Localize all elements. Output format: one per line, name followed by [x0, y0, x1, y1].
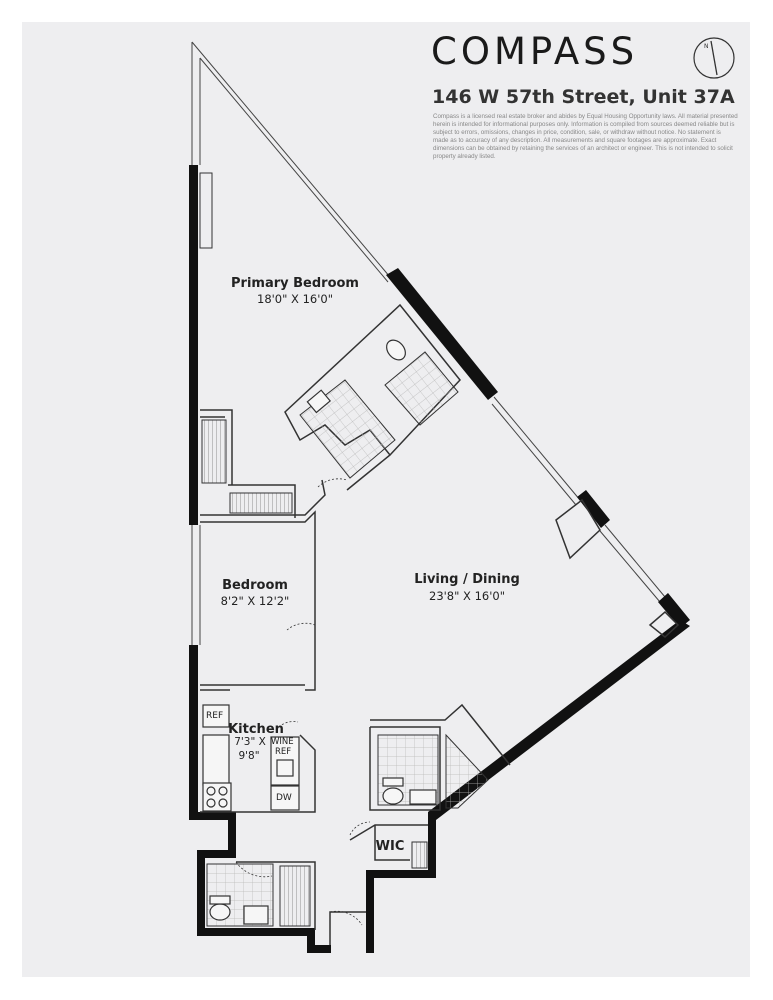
disclaimer-text: Compass is a licensed real estate broker and abides by Equal Housing Opportunity laws. All material presented herein is intended for informational purposes only. Information is compiled from sources deemed reliable but is subject to errors, omissions, changes in price, condition, sale, or withdraw without notice. No statement is made as to accuracy of any description. All measurements and square footages are approximate. Exact dimensions can be obtained by retaining the services of an architect or engineer. This is not intended to solicit property already listed. [433, 113, 738, 160]
listing-address: 146 W 57th Street, Unit 37A [432, 86, 735, 108]
north-arrow-icon [692, 36, 736, 80]
room-dims-primary-bedroom: 18'0" X 16'0" [257, 292, 333, 306]
room-dims-kitchen-1: 7'3" X [234, 736, 266, 748]
room-dims-bedroom: 8'2" X 12'2" [220, 594, 290, 608]
room-label-living-dining: Living / Dining [414, 572, 520, 587]
room-dims-kitchen-2: 9'8" [238, 750, 260, 762]
fixture-label-wine-ref: REF [275, 747, 292, 757]
room-dims-living-dining: 23'8" X 16'0" [429, 589, 505, 603]
fixture-label-dw: DW [276, 793, 292, 803]
bath-tiles [207, 352, 488, 926]
svg-text:N: N [704, 43, 709, 50]
room-label-wic: WIC [375, 839, 405, 854]
room-label-kitchen: Kitchen [228, 722, 284, 737]
fixture-label-ref: REF [206, 711, 224, 721]
room-label-bedroom: Bedroom [222, 578, 288, 593]
room-label-primary-bedroom: Primary Bedroom [231, 276, 359, 291]
brand-logo: COMPASS [431, 30, 639, 73]
fixture-label-wine: WINE [271, 737, 294, 747]
door-swings [236, 479, 370, 925]
